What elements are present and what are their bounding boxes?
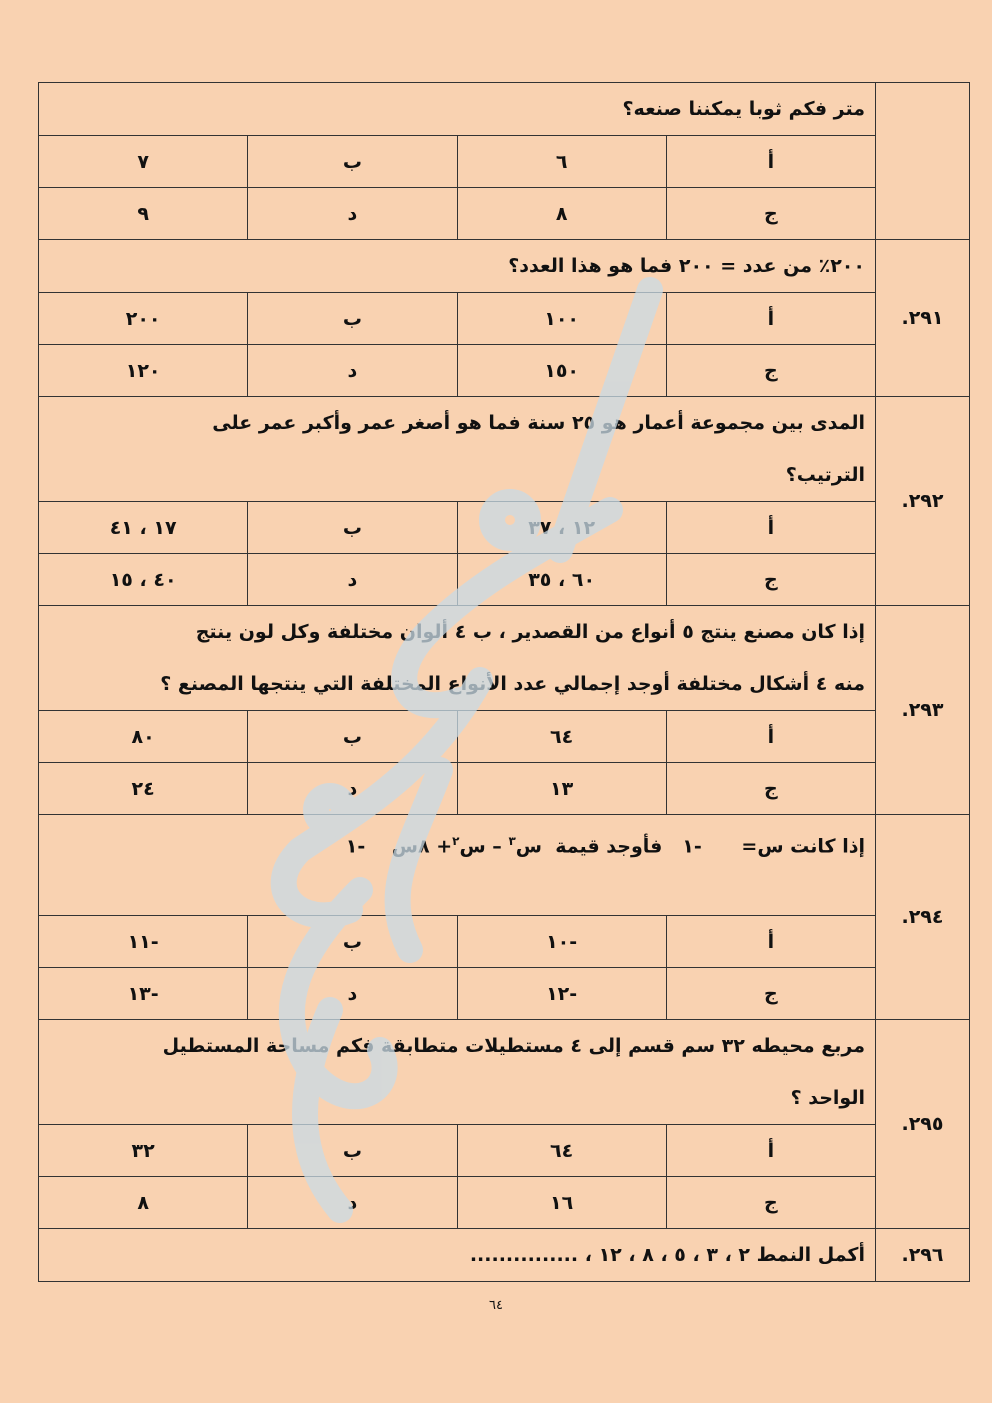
option-label-c: ج (666, 968, 875, 1020)
option-label-c: ج (666, 1177, 875, 1229)
option-b: ١٧ ، ٤١ (39, 502, 248, 554)
question-number: ٢٩٥. (876, 1020, 970, 1229)
equation-part: إذا كانت س= (741, 835, 865, 858)
option-label-d: د (248, 554, 457, 606)
option-b: ٣٢ (39, 1125, 248, 1177)
option-label-d: د (248, 345, 457, 397)
question-text-line: المدى بين مجموعة أعمار هو ٢٥ سنة فما هو أصغر عمر وأكبر عمر على (212, 412, 865, 434)
option-d: ٢٤ (39, 763, 248, 815)
option-b: ٧ (39, 136, 248, 188)
option-c: ٨ (457, 188, 666, 240)
option-d: ٨ (39, 1177, 248, 1229)
option-c: ١٥٠ (457, 345, 666, 397)
option-a: -١٠ (457, 916, 666, 968)
options-row (39, 711, 970, 763)
option-a: ٦ (457, 136, 666, 188)
option-label-a: أ (666, 916, 875, 968)
option-label-b: ب (248, 136, 457, 188)
option-label-c: ج (666, 188, 875, 240)
option-label-b: ب (248, 1125, 457, 1177)
question-text-line: منه ٤ أشكال مختلفة أوجد إجمالي عدد الأنواع المختلفة التي ينتجها المصنع ؟ (160, 673, 865, 695)
equation-part: س (515, 835, 542, 858)
question-row (39, 397, 970, 502)
equation-part: -١ (345, 835, 366, 858)
option-label-d: د (248, 188, 457, 240)
question-text-line: إذا كان مصنع ينتج ٥ أنواع من القصدير ، ب ٤ ألوان مختلفة وكل لون ينتج (195, 621, 865, 643)
option-c: ١٣ (457, 763, 666, 815)
option-label-a: أ (666, 136, 875, 188)
option-c: ٦٠ ، ٣٥ (457, 554, 666, 606)
options-row (39, 916, 970, 968)
question-text: متر فكم ثوبا يمكننا صنعه؟ (39, 83, 876, 136)
equation-part: – س (459, 835, 502, 858)
question-text-line: الترتيب؟ (785, 464, 865, 486)
options-row (39, 188, 970, 240)
options-row (39, 1177, 970, 1229)
question-text (39, 1020, 876, 1125)
options-row (39, 968, 970, 1020)
question-text: أكمل النمط ٢ ، ٣ ، ٥ ، ٨ ، ١٢ ، ............... (39, 1229, 876, 1282)
option-label-c: ج (666, 763, 875, 815)
option-d: -١٣ (39, 968, 248, 1020)
page-number: ٦٤ (489, 1298, 503, 1313)
option-label-c: ج (666, 554, 875, 606)
option-label-b: ب (248, 711, 457, 763)
options-row (39, 1125, 970, 1177)
option-label-b: ب (248, 293, 457, 345)
question-text-line: الواحد ؟ (790, 1087, 865, 1109)
option-c: -١٢ (457, 968, 666, 1020)
option-label-b: ب (248, 502, 457, 554)
options-row (39, 554, 970, 606)
options-row (39, 763, 970, 815)
option-label-a: أ (666, 502, 875, 554)
equation-part: + ٨س (391, 835, 453, 858)
question-number: ٢٩١. (876, 240, 970, 397)
options-row (39, 345, 970, 397)
question-row (39, 83, 970, 136)
equation-part: -١ (682, 835, 702, 858)
option-label-b: ب (248, 916, 457, 968)
question-number: ٢٩٦. (876, 1229, 970, 1282)
question-row (39, 1229, 970, 1282)
question-number: ٢٩٤. (876, 815, 970, 1020)
question-text (39, 815, 876, 916)
question-row (39, 606, 970, 711)
option-b: ٢٠٠ (39, 293, 248, 345)
question-row (39, 815, 970, 916)
option-label-a: أ (666, 1125, 875, 1177)
question-text: ٢٠٠٪ من عدد = ٢٠٠ فما هو هذا العدد؟ (39, 240, 876, 293)
option-b: -١١ (39, 916, 248, 968)
option-a: ١٠٠ (457, 293, 666, 345)
option-b: ٨٠ (39, 711, 248, 763)
exponent: ٣ (508, 834, 516, 848)
options-row (39, 502, 970, 554)
question-text (39, 606, 876, 711)
exponent: ٢ (452, 834, 460, 848)
question-number: ٢٩٢. (876, 397, 970, 606)
option-label-d: د (248, 968, 457, 1020)
option-label-c: ج (666, 345, 875, 397)
option-a: ١٢ ، ٣٧ (457, 502, 666, 554)
questions-table (38, 82, 970, 1282)
option-label-a: أ (666, 293, 875, 345)
equation-part: فأوجد قيمة (555, 835, 663, 858)
options-row (39, 293, 970, 345)
option-label-a: أ (666, 711, 875, 763)
option-label-d: د (248, 763, 457, 815)
option-a: ٦٤ (457, 1125, 666, 1177)
question-text (39, 397, 876, 502)
question-number (876, 83, 970, 240)
question-text-line: مربع محيطه ٣٢ سم قسم إلى ٤ مستطيلات متطابقة فكم مساحة المستطيل (162, 1035, 865, 1057)
option-a: ٦٤ (457, 711, 666, 763)
option-c: ١٦ (457, 1177, 666, 1229)
option-label-d: د (248, 1177, 457, 1229)
options-row (39, 136, 970, 188)
option-d: ١٢٠ (39, 345, 248, 397)
question-number: ٢٩٣. (876, 606, 970, 815)
option-d: ٤٠ ، ١٥ (39, 554, 248, 606)
question-row (39, 1020, 970, 1125)
option-d: ٩ (39, 188, 248, 240)
question-row (39, 240, 970, 293)
